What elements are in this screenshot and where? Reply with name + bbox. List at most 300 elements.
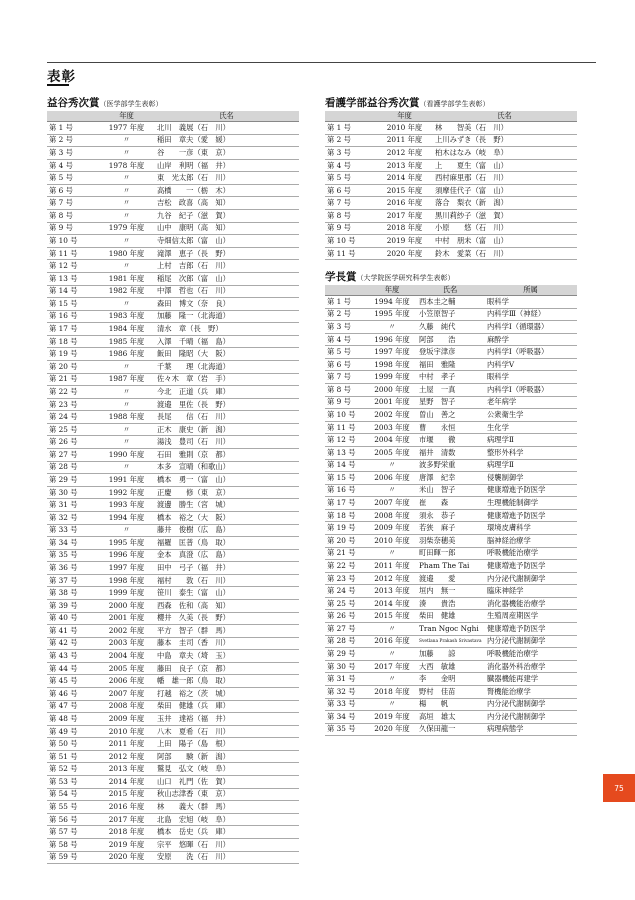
cell-number: 第 18 号 xyxy=(325,509,368,522)
cell-name: 幡 雄一郎（鳥 取） xyxy=(154,675,299,688)
table-row xyxy=(325,597,577,610)
cell-name: 山岸 利明（福 井） xyxy=(154,159,299,172)
cell-number: 第 9 号 xyxy=(47,222,99,235)
cell-year: 〃 xyxy=(99,197,154,210)
cell-name: 久藤 純代 xyxy=(416,321,484,334)
cell-name: 東 光太郎（石 川） xyxy=(154,172,299,185)
cell-affiliation: 内分泌代謝制御学 xyxy=(484,635,577,648)
table-row xyxy=(47,675,299,688)
cell-name: 九谷 紀子（滋 賀） xyxy=(154,210,299,223)
cell-year: 2000 年度 xyxy=(99,599,154,612)
cell-year: 〃 xyxy=(99,461,154,474)
cell-number: 第 15 号 xyxy=(47,298,99,311)
nursing-award-title: 看護学部益谷秀次賞（看護学部学生表彰） xyxy=(325,97,490,109)
cell-name: 垣内 無一 xyxy=(416,585,484,598)
cell-name: 清水 章（長 野） xyxy=(154,323,299,336)
cell-number: 第 25 号 xyxy=(47,423,99,436)
table-row xyxy=(325,446,577,459)
table-row xyxy=(47,574,299,587)
page-title-underline xyxy=(47,84,69,86)
cell-affiliation: 侵襲制御学 xyxy=(484,472,577,485)
table-row xyxy=(325,371,577,384)
cell-name: 高橋 一（栃 木） xyxy=(154,184,299,197)
cell-number: 第 7 号 xyxy=(325,371,368,384)
cell-name: 滝澤 恵子（長 野） xyxy=(154,247,299,260)
masutani-award-table xyxy=(47,111,299,864)
cell-affiliation: 整形外科学 xyxy=(484,446,577,459)
cell-affiliation: 内分泌代謝制御学 xyxy=(484,711,577,724)
cell-number: 第 35 号 xyxy=(325,723,368,736)
table-row xyxy=(47,398,299,411)
table-row xyxy=(47,599,299,612)
cell-year: 2018 年度 xyxy=(377,222,432,235)
table-row xyxy=(47,851,299,864)
cell-year: 2018 年度 xyxy=(368,685,416,698)
cell-name: 曹 永恒 xyxy=(416,421,484,434)
table-row xyxy=(47,260,299,273)
cell-number: 第 13 号 xyxy=(47,272,99,285)
cell-name: 中澤 哲也（石 川） xyxy=(154,285,299,298)
cell-affiliation: 消化器外科治療学 xyxy=(484,660,577,673)
top-rule xyxy=(47,62,596,63)
table-row xyxy=(325,172,577,185)
cell-year: 2020 年度 xyxy=(368,723,416,736)
cell-year: 2013 年度 xyxy=(368,585,416,598)
cell-number: 第 52 号 xyxy=(47,763,99,776)
cell-number: 第 48 号 xyxy=(47,713,99,726)
table-row xyxy=(47,650,299,663)
cell-name: 飯田 隆昭（大 阪） xyxy=(154,348,299,361)
cell-year: 1996 年度 xyxy=(368,333,416,346)
cell-name: 小原 悠（石 川） xyxy=(432,222,577,235)
cell-year: 1982 年度 xyxy=(99,285,154,298)
cell-number: 第 10 号 xyxy=(47,235,99,248)
cell-number: 第 34 号 xyxy=(47,537,99,550)
cell-number: 第 1 号 xyxy=(325,122,377,135)
cell-number: 第 5 号 xyxy=(325,346,368,359)
cell-number: 第 17 号 xyxy=(325,497,368,510)
cell-name: Svetlana Prakash Srivastava xyxy=(416,635,484,648)
table-row xyxy=(47,285,299,298)
cell-name: Pham The Tai xyxy=(416,560,484,573)
table-row xyxy=(325,660,577,673)
cell-number: 第 30 号 xyxy=(325,660,368,673)
table-header-row xyxy=(325,111,577,122)
cell-number: 第 10 号 xyxy=(325,409,368,422)
cell-number: 第 22 号 xyxy=(325,560,368,573)
table-header-row xyxy=(325,285,577,296)
cell-affiliation: 臨床神経学 xyxy=(484,585,577,598)
table-row xyxy=(325,534,577,547)
table-row xyxy=(325,308,577,321)
cell-name: 入澤 千晴（福 島） xyxy=(154,335,299,348)
cell-number: 第 5 号 xyxy=(325,172,377,185)
cell-year: 1992 年度 xyxy=(99,486,154,499)
cell-year: 2014 年度 xyxy=(368,597,416,610)
cell-year: 2019 年度 xyxy=(368,711,416,724)
cell-name: 曽山 善之 xyxy=(416,409,484,422)
cell-name: 米山 智子 xyxy=(416,484,484,497)
table-row xyxy=(325,409,577,422)
cell-affiliation: 健康増進予防医学 xyxy=(484,509,577,522)
cell-name: 福田 雅隆 xyxy=(416,358,484,371)
table-row xyxy=(47,662,299,675)
cell-affiliation: 生理機能制御学 xyxy=(484,497,577,510)
table-row xyxy=(47,612,299,625)
cell-year: 2002 年度 xyxy=(368,409,416,422)
cell-name: 稲田 章夫（愛 媛） xyxy=(154,134,299,147)
cell-name: 久保田龍一 xyxy=(416,723,484,736)
cell-name: 高垣 雄太 xyxy=(416,711,484,724)
cell-name: 北川 義展（石 川） xyxy=(154,122,299,135)
cell-number: 第 21 号 xyxy=(47,373,99,386)
cell-year: 1985 年度 xyxy=(99,335,154,348)
cell-number: 第 41 号 xyxy=(47,625,99,638)
cell-number: 第 2 号 xyxy=(325,308,368,321)
cell-number: 第 37 号 xyxy=(47,574,99,587)
cell-name: 本多 宣晴（和歌山） xyxy=(154,461,299,474)
cell-number: 第 19 号 xyxy=(47,348,99,361)
table-row xyxy=(47,637,299,650)
cell-name: 橋本 岳史（兵 庫） xyxy=(154,826,299,839)
table-row xyxy=(47,725,299,738)
table-row xyxy=(47,348,299,361)
cell-year: 〃 xyxy=(99,147,154,160)
cell-number: 第 44 号 xyxy=(47,662,99,675)
cell-name: 橋本 裕之（大 阪） xyxy=(154,511,299,524)
table-row xyxy=(47,134,299,147)
cell-year: 2011 年度 xyxy=(377,134,432,147)
cell-number: 第 16 号 xyxy=(47,310,99,323)
cell-year: 〃 xyxy=(99,360,154,373)
cell-year: 1995 年度 xyxy=(368,308,416,321)
table-row xyxy=(325,711,577,724)
cell-number: 第 11 号 xyxy=(47,247,99,260)
page-title: 表彰 xyxy=(47,69,76,85)
cell-year: 2010 年度 xyxy=(368,534,416,547)
table-row xyxy=(325,509,577,522)
table-row xyxy=(325,698,577,711)
table-row xyxy=(325,321,577,334)
cell-name: 柴田 健雄（兵 庫） xyxy=(154,700,299,713)
cell-number: 第 24 号 xyxy=(47,411,99,424)
cell-name: 西本圭之輔 xyxy=(416,296,484,309)
cell-affiliation: 内分泌代謝制御学 xyxy=(484,572,577,585)
table-row xyxy=(325,723,577,736)
cell-year: 〃 xyxy=(99,184,154,197)
cell-name: 安原 洗（石 川） xyxy=(154,851,299,864)
cell-name: 鷲見 弘文（岐 阜） xyxy=(154,763,299,776)
table-row xyxy=(47,688,299,701)
table-row xyxy=(47,776,299,789)
cell-number: 第 38 号 xyxy=(47,587,99,600)
cell-year: 1991 年度 xyxy=(99,474,154,487)
cell-name: 上田 陽子（島 根） xyxy=(154,738,299,751)
cell-number: 第 17 号 xyxy=(47,323,99,336)
cell-year: 〃 xyxy=(368,547,416,560)
cell-year: 1994 年度 xyxy=(99,511,154,524)
cell-name: 平方 智子（群 馬） xyxy=(154,625,299,638)
cell-number: 第 23 号 xyxy=(325,572,368,585)
cell-year: 〃 xyxy=(368,698,416,711)
cell-affiliation: 眼科学 xyxy=(484,371,577,384)
president-award-title: 学長賞（大学院医学研究科学生表彰） xyxy=(325,271,455,283)
cell-year: 1997 年度 xyxy=(99,562,154,575)
cell-affiliation: 生殖周産期医学 xyxy=(484,610,577,623)
cell-name: 藤本 圭司（香 川） xyxy=(154,637,299,650)
cell-number: 第 42 号 xyxy=(47,637,99,650)
cell-name: 上川みずき（長 野） xyxy=(432,134,577,147)
cell-name: 野村 佳苗 xyxy=(416,685,484,698)
cell-number: 第 12 号 xyxy=(325,434,368,447)
table-row xyxy=(325,434,577,447)
table-row xyxy=(325,122,577,135)
cell-name: 西村麻里那（石 川） xyxy=(432,172,577,185)
table-row xyxy=(325,197,577,210)
cell-number: 第 18 号 xyxy=(47,335,99,348)
cell-year: 〃 xyxy=(99,436,154,449)
cell-number: 第 13 号 xyxy=(325,446,368,459)
table-row xyxy=(47,436,299,449)
cell-year: 〃 xyxy=(99,134,154,147)
president-award-table xyxy=(325,285,577,736)
table-row xyxy=(47,562,299,575)
table-row xyxy=(325,635,577,648)
table-row xyxy=(47,700,299,713)
cell-year: 2015 年度 xyxy=(368,610,416,623)
cell-name: 櫻井 久美（長 野） xyxy=(154,612,299,625)
cell-number: 第 9 号 xyxy=(325,396,368,409)
cell-number: 第 59 号 xyxy=(47,851,99,864)
cell-number: 第 54 号 xyxy=(47,788,99,801)
cell-number: 第 50 号 xyxy=(47,738,99,751)
table-row xyxy=(47,838,299,851)
cell-year: 1978 年度 xyxy=(99,159,154,172)
cell-name: 吉松 政喜（高 知） xyxy=(154,197,299,210)
table-row xyxy=(325,623,577,636)
cell-number: 第 56 号 xyxy=(47,813,99,826)
cell-number: 第 43 号 xyxy=(47,650,99,663)
cell-affiliation: 病理学Ⅱ xyxy=(484,434,577,447)
cell-affiliation: 老年病学 xyxy=(484,396,577,409)
column-header-name: 氏名 xyxy=(416,285,484,296)
cell-year: 〃 xyxy=(368,484,416,497)
cell-name: 湊 貴浩 xyxy=(416,597,484,610)
table-row xyxy=(325,134,577,147)
cell-number: 第 6 号 xyxy=(325,358,368,371)
cell-number: 第 40 号 xyxy=(47,612,99,625)
cell-year: 1984 年度 xyxy=(99,323,154,336)
table-row xyxy=(325,247,577,260)
cell-number: 第 16 号 xyxy=(325,484,368,497)
cell-number: 第 10 号 xyxy=(325,235,377,248)
cell-year: 2017 年度 xyxy=(368,660,416,673)
cell-number: 第 20 号 xyxy=(47,360,99,373)
table-row xyxy=(47,549,299,562)
table-row xyxy=(47,461,299,474)
cell-affiliation: 内科学Ⅲ（神経） xyxy=(484,308,577,321)
cell-name: 楊 帆 xyxy=(416,698,484,711)
cell-number: 第 31 号 xyxy=(47,499,99,512)
table-row xyxy=(47,587,299,600)
cell-number: 第 22 号 xyxy=(47,386,99,399)
cell-number: 第 32 号 xyxy=(325,685,368,698)
cell-name: 笹川 泰生（富 山） xyxy=(154,587,299,600)
cell-number: 第 35 号 xyxy=(47,549,99,562)
cell-affiliation: 環境皮膚科学 xyxy=(484,522,577,535)
table-row xyxy=(325,147,577,160)
cell-year: 2009 年度 xyxy=(368,522,416,535)
nursing-award-table xyxy=(325,111,577,260)
cell-name: 林 義大（群 馬） xyxy=(154,801,299,814)
table-row xyxy=(325,572,577,585)
column-header-affiliation: 所属 xyxy=(484,285,577,296)
cell-name: 八木 夏希（石 川） xyxy=(154,725,299,738)
cell-number: 第 5 号 xyxy=(47,172,99,185)
cell-year: 〃 xyxy=(368,321,416,334)
cell-year: 1998 年度 xyxy=(99,574,154,587)
cell-affiliation: 呼吸機能治療学 xyxy=(484,648,577,661)
cell-year: 2006 年度 xyxy=(99,675,154,688)
cell-number: 第 8 号 xyxy=(325,384,368,397)
cell-affiliation: 病理病態学 xyxy=(484,723,577,736)
cell-affiliation: 内科学Ⅴ xyxy=(484,358,577,371)
cell-number: 第 8 号 xyxy=(47,210,99,223)
cell-number: 第 20 号 xyxy=(325,534,368,547)
cell-name: 中村 朋未（富 山） xyxy=(432,235,577,248)
cell-year: 2010 年度 xyxy=(99,725,154,738)
cell-year: 2008 年度 xyxy=(368,509,416,522)
cell-name: 黒川莉紗子（滋 賀） xyxy=(432,210,577,223)
cell-year: 〃 xyxy=(368,623,416,636)
cell-year: 2008 年度 xyxy=(99,700,154,713)
cell-name: 柏木はなみ（岐 阜） xyxy=(432,147,577,160)
cell-name: 渡邊 勝生（宮 城） xyxy=(154,499,299,512)
cell-year: 1979 年度 xyxy=(99,222,154,235)
cell-name: 福村 敦（石 川） xyxy=(154,574,299,587)
cell-year: 2018 年度 xyxy=(99,826,154,839)
cell-number: 第 53 号 xyxy=(47,776,99,789)
cell-year: 〃 xyxy=(99,210,154,223)
cell-name: 李 金明 xyxy=(416,673,484,686)
cell-number: 第 51 号 xyxy=(47,750,99,763)
table-row xyxy=(325,522,577,535)
column-header-name: 氏名 xyxy=(154,111,299,122)
cell-year: 1993 年度 xyxy=(99,499,154,512)
table-row xyxy=(47,335,299,348)
cell-year: 2017 年度 xyxy=(377,210,432,223)
masutani-award-title: 益谷秀次賞（医学部学生表彰） xyxy=(47,97,163,109)
table-row xyxy=(325,210,577,223)
table-row xyxy=(325,585,577,598)
cell-year: 2017 年度 xyxy=(99,813,154,826)
cell-year: 2015 年度 xyxy=(99,788,154,801)
column-header-number xyxy=(47,111,99,122)
table-row xyxy=(47,486,299,499)
cell-year: 2007 年度 xyxy=(368,497,416,510)
cell-name: 大西 敏雄 xyxy=(416,660,484,673)
table-row xyxy=(325,159,577,172)
cell-year: 2000 年度 xyxy=(368,384,416,397)
table-row xyxy=(47,750,299,763)
cell-year: 1986 年度 xyxy=(99,348,154,361)
table-row xyxy=(47,272,299,285)
cell-name: 山口 礼門（佐 賀） xyxy=(154,776,299,789)
cell-number: 第 24 号 xyxy=(325,585,368,598)
cell-year: 1997 年度 xyxy=(368,346,416,359)
table-row xyxy=(47,499,299,512)
cell-affiliation: 病理学Ⅱ xyxy=(484,459,577,472)
table-row xyxy=(47,826,299,839)
table-row xyxy=(47,197,299,210)
cell-name: 稲尾 次郎（富 山） xyxy=(154,272,299,285)
cell-number: 第 34 号 xyxy=(325,711,368,724)
cell-name: 藤井 俊樹（広 島） xyxy=(154,524,299,537)
cell-number: 第 30 号 xyxy=(47,486,99,499)
cell-name: 宗平 悠暉（石 川） xyxy=(154,838,299,851)
cell-name: 羽柴奈穂美 xyxy=(416,534,484,547)
cell-affiliation: 生化学 xyxy=(484,421,577,434)
cell-number: 第 27 号 xyxy=(325,623,368,636)
cell-name: 金本 真澄（広 島） xyxy=(154,549,299,562)
cell-affiliation: 健康増進予防医学 xyxy=(484,560,577,573)
cell-number: 第 6 号 xyxy=(47,184,99,197)
cell-number: 第 33 号 xyxy=(325,698,368,711)
cell-number: 第 4 号 xyxy=(47,159,99,172)
cell-name: 鈴木 愛菜（石 川） xyxy=(432,247,577,260)
cell-year: 〃 xyxy=(368,673,416,686)
cell-name: 寺畑信太郎（富 山） xyxy=(154,235,299,248)
column-header-year: 年度 xyxy=(368,285,416,296)
cell-affiliation: 健康増進予防医学 xyxy=(484,623,577,636)
cell-year: 2013 年度 xyxy=(99,763,154,776)
table-row xyxy=(325,384,577,397)
page-number-tab xyxy=(603,774,635,802)
column-header-year: 年度 xyxy=(99,111,154,122)
cell-number: 第 57 号 xyxy=(47,826,99,839)
table-row xyxy=(47,147,299,160)
cell-number: 第 8 号 xyxy=(325,210,377,223)
cell-year: 1981 年度 xyxy=(99,272,154,285)
cell-year: 〃 xyxy=(99,524,154,537)
cell-year: 2019 年度 xyxy=(99,838,154,851)
cell-name: 佐々木 章（岩 手） xyxy=(154,373,299,386)
cell-number: 第 7 号 xyxy=(325,197,377,210)
cell-number: 第 49 号 xyxy=(47,725,99,738)
cell-year: 2005 年度 xyxy=(368,446,416,459)
table-row xyxy=(47,713,299,726)
cell-year: 2011 年度 xyxy=(368,560,416,573)
cell-name: 森田 博文（奈 良） xyxy=(154,298,299,311)
table-row xyxy=(325,497,577,510)
column-header-number xyxy=(325,111,377,122)
cell-name: 若狭 麻子 xyxy=(416,522,484,535)
cell-number: 第 33 号 xyxy=(47,524,99,537)
cell-name: 市堰 徹 xyxy=(416,434,484,447)
cell-number: 第 45 号 xyxy=(47,675,99,688)
cell-year: 2001 年度 xyxy=(99,612,154,625)
table-header-row xyxy=(47,111,299,122)
cell-number: 第 58 号 xyxy=(47,838,99,851)
table-row xyxy=(47,524,299,537)
table-row xyxy=(325,560,577,573)
cell-name: 正慶 修（東 京） xyxy=(154,486,299,499)
cell-number: 第 11 号 xyxy=(325,247,377,260)
cell-year: 〃 xyxy=(368,459,416,472)
cell-number: 第 32 号 xyxy=(47,511,99,524)
cell-year: 2012 年度 xyxy=(368,572,416,585)
table-row xyxy=(47,222,299,235)
